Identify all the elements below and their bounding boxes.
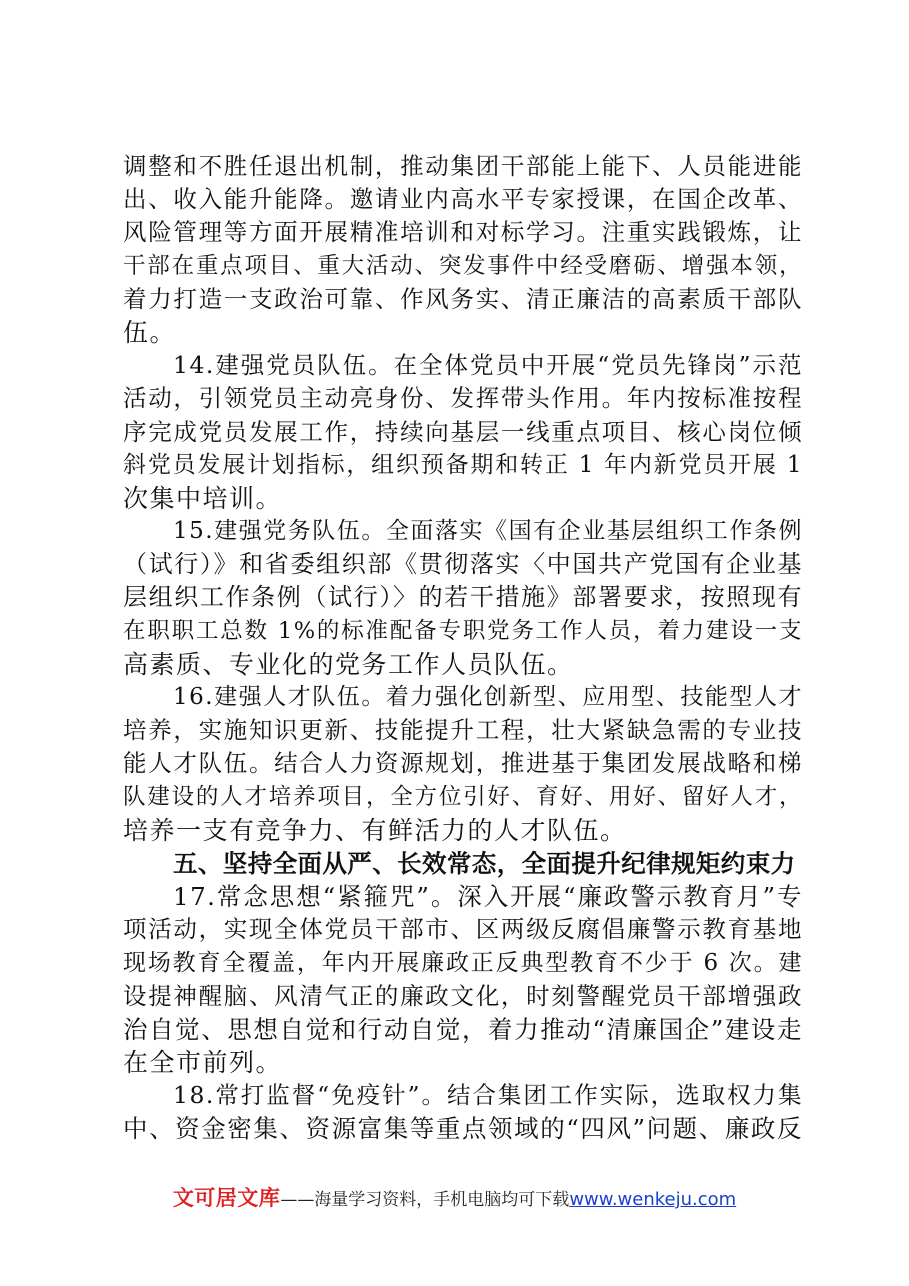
text-line: 斜党员发展计划指标，组织预备期和转正 1 年内新党员开展 1	[123, 451, 803, 478]
text-line: 次集中培训。	[123, 483, 283, 513]
text-line: 培养，实施知识更新、技能提升工程，壮大紧缺急需的专业技	[123, 716, 803, 745]
text-line: 18.常打监督“免疫针”。结合集团工作实际，选取权力集	[173, 1081, 803, 1110]
text-line: 能人才队伍。结合人力资源规划，推进基于集团发展战略和梯	[123, 749, 803, 778]
text-line: 队建设的人才培养项目，全方位引好、育好、用好、留好人才，	[123, 783, 803, 810]
footer-tagline: ——海量学习资料，手机电脑均可下载	[280, 1190, 570, 1210]
text-line: 在职职工总数 1%的标准配备专职党务工作人员，着力建设一支	[123, 617, 803, 644]
text-line: 高素质、专业化的党务工作人员队伍。	[123, 649, 574, 679]
text-line: 干部在重点项目、重大活动、突发事件中经受磨砺、增强本领，	[123, 252, 803, 279]
text-line: 治自觉、思想自觉和行动自觉，着力推动“清廉国企”建设走	[123, 1014, 803, 1044]
text-line: 风险管理等方面开展精准培训和对标学习。注重实践锻炼，让	[123, 218, 803, 247]
text-line: 中、资金密集、资源富集等重点领域的“四风”问题、廉政反	[123, 1114, 803, 1144]
footer-brand: 文可居文库	[172, 1186, 281, 1210]
text-line: 现场教育全覆盖，年内开展廉政正反典型教育不少于 6 次。建	[123, 949, 803, 976]
text-line: 在全市前列。	[123, 1048, 283, 1078]
text-line: 16.建强人才队伍。着力强化创新型、应用型、技能型人才	[173, 684, 803, 710]
text-line: （试行）》和省委组织部《贯彻落实〈中国共产党国有企业基	[123, 550, 803, 579]
text-line: 层组织工作条例（试行）〉的若干措施》部署要求，按照现有	[123, 583, 803, 612]
text-line: 伍。	[123, 317, 177, 347]
text-line: 项活动，实现全体党员干部市、区两级反腐倡廉警示教育基地	[123, 915, 803, 944]
text-line: 着力打造一支政治可靠、作风务实、清正廉洁的高素质干部队	[123, 284, 803, 313]
text-line: 调整和不胜任退出机制，推动集团干部能上能下、人员能进能	[123, 152, 803, 180]
text-line: 设提神醒脑、风清气正的廉政文化，时刻警醒党员干部增强政	[123, 981, 803, 1010]
text-line: 出、收入能升能降。邀请业内高水平专家授课，在国企改革、	[123, 185, 803, 214]
text-line: 17.常念思想“紧箍咒”。深入开展“廉政警示教育月”专	[173, 882, 803, 912]
text-line: 活动，引领党员主动亮身份、发挥带头作用。年内按标准按程	[123, 384, 803, 413]
section-heading: 五、坚持全面从严、长效常态，全面提升纪律规矩约束力	[173, 848, 796, 878]
text-line: 培养一支有竞争力、有鲜活力的人才队伍。	[123, 815, 627, 845]
text-line: 14.建强党员队伍。在全体党员中开展“党员先锋岗”示范	[173, 351, 803, 380]
text-line: 15.建强党务队伍。全面落实《国有企业基层组织工作条例	[173, 518, 803, 545]
text-line: 序完成党员发展工作，持续向基层一线重点项目、核心岗位倾	[123, 417, 803, 446]
document-body	[123, 150, 803, 1146]
watermark-footer	[0, 1182, 909, 1212]
footer-site-link[interactable]: www.wenkeju.com	[569, 1189, 737, 1210]
